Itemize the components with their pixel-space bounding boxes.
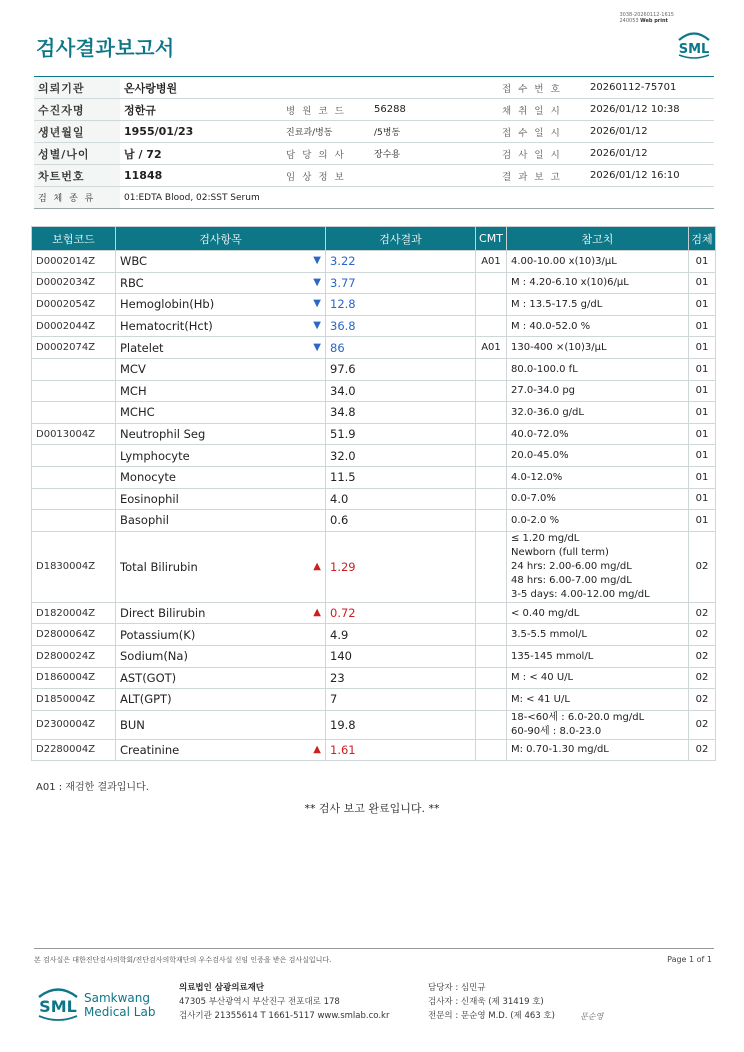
dept-label: 진료과/병동 [282,121,370,143]
row-spec: 02 [689,624,716,646]
row-code: D1850004Z [32,689,116,711]
report-complete: ** 검사 보고 완료입니다. ** [304,802,440,815]
footer-logo-line1: Samkwang [84,991,150,1005]
patient-info-table [34,76,714,209]
row-item-label: AST(GOT) [120,670,177,685]
row-item [116,624,326,646]
footer-logo-text: SML [39,997,77,1016]
row-item-label: WBC [120,254,148,269]
row-cmt [476,531,507,602]
table-row [32,602,716,624]
certification-text: 본 검사실은 대한진단검사의학회/진단검사의학재단의 우수검사실 신임 인증을 받은 검사실입니다. [34,956,332,964]
row-code [32,510,116,532]
table-row [32,337,716,359]
row-spec: 01 [689,272,716,294]
row-ref [507,402,689,424]
col-cmt: CMT [476,227,507,251]
row-cmt [476,510,507,532]
ref-line: M : 13.5-17.5 g/dL [511,298,603,310]
row-spec: 02 [689,531,716,602]
row-code [32,466,116,488]
row-cmt [476,602,507,624]
ref-line: M : < 40 U/L [511,672,574,684]
col-result: 검사결과 [326,227,476,251]
birth-value: 1955/01/23 [120,121,282,143]
row-cmt [476,445,507,467]
low-flag-icon: ▼ [313,276,321,288]
row-item-label: Eosinophil [120,491,179,506]
row-spec: 01 [689,337,716,359]
row-item [116,380,326,402]
row-item-label: Basophil [120,513,169,528]
row-result: 32.0 [326,445,476,467]
recv-no-label: 접 수 번 호 [498,77,586,99]
row-result: 86 [326,337,476,359]
row-code: D2800024Z [32,645,116,667]
footer-divider [34,948,714,949]
ref-line: M: < 41 U/L [511,693,570,705]
ref-line: 3.5-5.5 mmol/L [511,629,587,641]
recv-no-value: 20260112-75701 [586,77,714,99]
row-item-label: BUN [120,717,145,732]
row-result: 4.9 [326,624,476,646]
row-ref [507,645,689,667]
row-item-label: RBC [120,275,144,290]
row-item [116,251,326,273]
ref-line: 80.0-100.0 fL [511,363,578,375]
row-item-label: MCV [120,362,146,377]
row-ref [507,315,689,337]
results-table [31,226,716,761]
samkwang-logo [36,982,176,1024]
row-code [32,402,116,424]
table-row [32,510,716,532]
test-date-value: 2026/01/12 [586,143,714,165]
table-row [32,272,716,294]
table-row [32,315,716,337]
row-cmt [476,667,507,689]
table-row [32,667,716,689]
ref-line: M : 4.20-6.10 x(10)6/μL [511,277,629,289]
row-ref [507,466,689,488]
table-row [32,402,716,424]
row-spec: 01 [689,445,716,467]
print-info [619,12,674,24]
row-spec: 02 [689,739,716,761]
row-item-label: Lymphocyte [120,448,190,463]
name-value: 정한규 [120,99,282,121]
row-spec: 01 [689,358,716,380]
row-ref [507,510,689,532]
ref-line: 0.0-2.0 % [511,514,560,526]
ref-line: 48 hrs: 6.00-7.00 mg/dL [511,574,632,586]
row-ref [507,272,689,294]
row-ref [507,294,689,316]
hosp-code-label: 병 원 코 드 [282,99,370,121]
ref-line: 135-145 mmol/L [511,650,594,662]
ref-line: 0.0-7.0% [511,493,556,505]
print-code: 240053 [619,18,639,24]
row-item [116,315,326,337]
row-result: 36.8 [326,315,476,337]
row-item-label: Total Bilirubin [120,559,198,574]
row-result: 1.29 [326,531,476,602]
row-code [32,445,116,467]
row-code: D0002014Z [32,251,116,273]
row-result: 140 [326,645,476,667]
collect-value: 2026/01/12 10:38 [586,99,714,121]
row-item [116,531,326,602]
row-ref [507,445,689,467]
row-item [116,602,326,624]
table-row [32,710,716,739]
sml-logo [675,26,713,60]
results-header [32,227,716,251]
table-row [32,294,716,316]
row-spec: 02 [689,602,716,624]
recv-date-label: 접 수 일 시 [498,121,586,143]
staff-tester: 검사자 : 신재욱 (제 31419 호) [428,997,544,1007]
ref-line: 4.00-10.00 x(10)3/μL [511,255,617,267]
report-value: 2026/01/12 16:10 [586,165,714,187]
row-spec: 01 [689,488,716,510]
row-result: 3.77 [326,272,476,294]
recv-date-value: 2026/01/12 [586,121,714,143]
staff-specialist: 전문의 : 문순영 M.D. (제 463 호) [428,1011,555,1021]
ref-line: 130-400 ×(10)3/μL [511,342,607,354]
row-spec: 02 [689,710,716,739]
row-item [116,337,326,359]
row-code: D0002054Z [32,294,116,316]
row-ref [507,358,689,380]
row-code: D1820004Z [32,602,116,624]
row-spec: 01 [689,251,716,273]
report-label: 결 과 보 고 [498,165,586,187]
row-result: 23 [326,667,476,689]
ref-line: 3-5 days: 4.00-12.00 mg/dL [511,588,650,600]
sexage-label: 성별/나이 [34,143,120,165]
row-spec: 01 [689,510,716,532]
row-result: 0.6 [326,510,476,532]
table-row [32,358,716,380]
row-cmt [476,423,507,445]
clinical-label: 임 상 정 보 [282,165,370,187]
ref-line: M: 0.70-1.30 mg/dL [511,744,609,756]
row-ref [507,531,689,602]
row-spec: 01 [689,315,716,337]
signature: 문순영 [580,1012,604,1021]
corp-contact: 검사기관 21355614 T 1661-5117 www.smlab.co.kr [179,1011,390,1021]
row-spec: 02 [689,645,716,667]
row-code: D0002074Z [32,337,116,359]
row-result: 34.8 [326,402,476,424]
row-item [116,645,326,667]
row-item-label: Platelet [120,340,164,355]
ref-line: M : 40.0-52.0 % [511,320,591,332]
footer-logo-line2: Medical Lab [84,1005,156,1019]
row-result: 1.61 [326,739,476,761]
row-spec: 01 [689,402,716,424]
row-spec: 02 [689,667,716,689]
row-cmt [476,272,507,294]
col-ref: 참고치 [507,227,689,251]
row-result: 0.72 [326,602,476,624]
high-flag-icon: ▲ [313,560,321,572]
row-result: 51.9 [326,423,476,445]
table-row [32,624,716,646]
specimen-label: 검 체 종 류 [34,187,120,209]
test-date-label: 검 사 일 시 [498,143,586,165]
col-code: 보험코드 [32,227,116,251]
row-item-label: MCHC [120,405,155,420]
row-item-label: Creatinine [120,742,180,757]
row-cmt: A01 [476,337,507,359]
table-row [32,445,716,467]
row-spec: 01 [689,466,716,488]
row-ref [507,667,689,689]
row-item-label: Monocyte [120,470,176,485]
row-result: 12.8 [326,294,476,316]
row-item [116,710,326,739]
hosp-code-value: 56288 [370,99,498,121]
row-spec: 02 [689,689,716,711]
row-ref [507,602,689,624]
collect-label: 채 취 일 시 [498,99,586,121]
ref-line: 40.0-72.0% [511,428,569,440]
row-item [116,358,326,380]
row-item [116,294,326,316]
doctor-label: 담 당 의 사 [282,143,370,165]
inst-label: 의뢰기관 [34,77,120,99]
row-item-label: Hematocrit(Hct) [120,319,213,334]
row-cmt [476,358,507,380]
row-code: D2280004Z [32,739,116,761]
row-cmt [476,380,507,402]
row-cmt [476,466,507,488]
row-item [116,272,326,294]
row-code: D2800064Z [32,624,116,646]
row-cmt [476,294,507,316]
row-result: 7 [326,689,476,711]
row-item-label: Hemoglobin(Hb) [120,297,215,312]
row-ref [507,488,689,510]
results-body [32,251,716,761]
row-code: D1830004Z [32,531,116,602]
table-row [32,645,716,667]
table-row [32,531,716,602]
dept-value: /5병동 [370,121,498,143]
row-cmt [476,624,507,646]
row-code: D1860004Z [32,667,116,689]
row-code: D0002034Z [32,272,116,294]
table-row [32,423,716,445]
row-spec: 01 [689,294,716,316]
print-mode: Web print [640,18,668,24]
row-item [116,739,326,761]
row-ref [507,624,689,646]
row-item-label: ALT(GPT) [120,692,172,707]
row-result: 3.22 [326,251,476,273]
row-item [116,402,326,424]
row-item [116,445,326,467]
table-row [32,488,716,510]
row-item [116,488,326,510]
doctor-value: 장수용 [370,143,498,165]
table-row [32,251,716,273]
row-result: 4.0 [326,488,476,510]
chart-value: 11848 [120,165,282,187]
corp-name: 의료법인 삼광의료재단 [179,983,265,993]
sexage-value: 남 / 72 [120,143,282,165]
row-result: 34.0 [326,380,476,402]
row-cmt [476,689,507,711]
row-code [32,380,116,402]
row-spec: 01 [689,423,716,445]
row-ref [507,337,689,359]
row-ref [507,251,689,273]
row-item [116,667,326,689]
inst-value: 온사랑병원 [120,77,282,99]
row-result: 97.6 [326,358,476,380]
ref-line: 18-<60세 : 6.0-20.0 mg/dL [511,711,645,723]
row-cmt [476,402,507,424]
row-result: 19.8 [326,710,476,739]
row-cmt [476,710,507,739]
page-number: Page 1 of 1 [667,955,712,964]
staff-manager: 담당자 : 심민규 [428,983,486,993]
chart-label: 차트번호 [34,165,120,187]
cmt-note: A01 : 재검한 결과입니다. [36,782,149,793]
row-ref [507,710,689,739]
row-item-label: Sodium(Na) [120,649,188,664]
row-item [116,423,326,445]
ref-line: < 0.40 mg/dL [511,607,580,619]
high-flag-icon: ▲ [313,743,321,755]
low-flag-icon: ▼ [313,341,321,353]
col-item: 검사항목 [116,227,326,251]
ref-line: 60-90세 : 8.0-23.0 [511,725,602,737]
high-flag-icon: ▲ [313,606,321,618]
low-flag-icon: ▼ [313,298,321,310]
print-id: 3038-20260112-1615 [619,12,674,18]
row-item-label: Neutrophil Seg [120,427,206,442]
row-code: D0002044Z [32,315,116,337]
report-title: 검사결과보고서 [36,36,175,60]
row-ref [507,423,689,445]
table-row [32,689,716,711]
row-item [116,466,326,488]
row-item [116,510,326,532]
row-cmt [476,315,507,337]
row-spec: 01 [689,380,716,402]
corp-address: 47305 부산광역시 부산진구 전포대로 178 [179,997,340,1007]
ref-line: 24 hrs: 2.00-6.00 mg/dL [511,560,632,572]
col-spec: 검체 [689,227,716,251]
row-code [32,358,116,380]
row-item-label: Direct Bilirubin [120,606,206,621]
row-result: 11.5 [326,466,476,488]
row-cmt [476,645,507,667]
table-row [32,466,716,488]
row-cmt: A01 [476,251,507,273]
row-item [116,689,326,711]
table-row [32,739,716,761]
row-ref [507,739,689,761]
logo-text: SML [678,42,710,57]
row-cmt [476,488,507,510]
corp-info [179,981,389,1023]
row-item-label: MCH [120,383,147,398]
row-ref [507,380,689,402]
low-flag-icon: ▼ [313,255,321,267]
low-flag-icon: ▼ [313,320,321,332]
birth-label: 생년월일 [34,121,120,143]
staff-info [428,981,555,1023]
table-row [32,380,716,402]
row-cmt [476,739,507,761]
row-item-label: Potassium(K) [120,627,196,642]
ref-line: 27.0-34.0 pg [511,385,576,397]
clinical-value [370,165,498,187]
row-code [32,488,116,510]
ref-line: Newborn (full term) [511,546,609,558]
row-ref [507,689,689,711]
ref-line: ≤ 1.20 mg/dL [511,532,580,544]
ref-line: 20.0-45.0% [511,450,569,462]
ref-line: 32.0-36.0 g/dL [511,406,584,418]
ref-line: 4.0-12.0% [511,471,563,483]
specimen-value: 01:EDTA Blood, 02:SST Serum [120,187,714,209]
row-code: D2300004Z [32,710,116,739]
row-code: D0013004Z [32,423,116,445]
name-label: 수진자명 [34,99,120,121]
